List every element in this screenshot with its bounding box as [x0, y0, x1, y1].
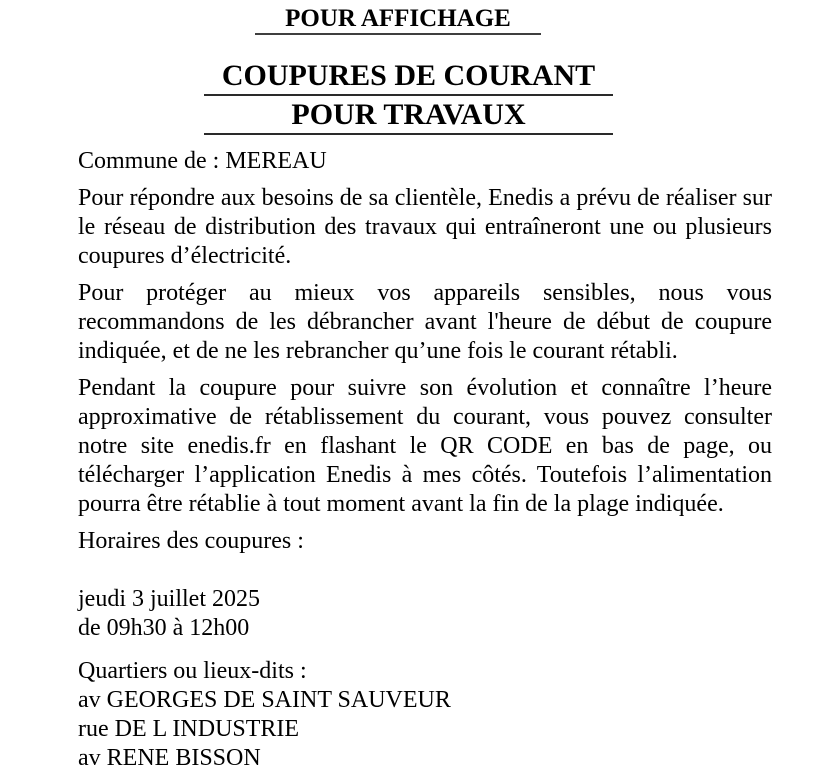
location-item: rue DE L INDUSTRIE [78, 716, 300, 742]
location-item: av GEORGES DE SAINT SAUVEUR [78, 687, 451, 713]
locations-label: Quartiers ou lieux-dits : [78, 658, 307, 684]
schedule-date: jeudi 3 juillet 2025 [78, 586, 260, 612]
location-item: av RENE BISSON [78, 745, 261, 771]
schedule-label: Horaires des coupures : [78, 528, 304, 554]
schedule-time: de 09h30 à 12h00 [78, 615, 250, 641]
locations-block [78, 657, 772, 773]
paragraph-follow-up: Pendant la coupure pour suivre son évolution et connaître l’heure approximative de rétablissement du courant, vous pouvez consulter notre site enedis.fr en flashant le QR CODE en bas de page, ou télécharger l’application Enedis à mes côtés. Toutefois l’alimentation pourra être rétablie à tout moment avant la fin de la plage indiquée. [78, 375, 772, 517]
main-title-line2: POUR TRAVAUX [204, 100, 613, 135]
main-title-line1: COUPURES DE COURANT [204, 61, 613, 96]
notice-body [78, 135, 772, 773]
paragraph-intro: Pour répondre aux besoins de sa clientèle, Enedis a prévu de réaliser sur le réseau de distribution des travaux qui entraîneront une ou plusieurs coupures d’électricité. [78, 185, 772, 269]
commune-line: Commune de : MEREAU [78, 148, 327, 174]
paragraph-advice: Pour protéger au mieux vos appareils sensibles, nous vous recommandons de les débrancher avant l'heure de début de coupure indiquée, et de ne les rebrancher qu’une fois le courant rétabli. [78, 280, 772, 364]
notice-type-heading: POUR AFFICHAGE [255, 5, 541, 35]
schedule-block [78, 585, 772, 643]
